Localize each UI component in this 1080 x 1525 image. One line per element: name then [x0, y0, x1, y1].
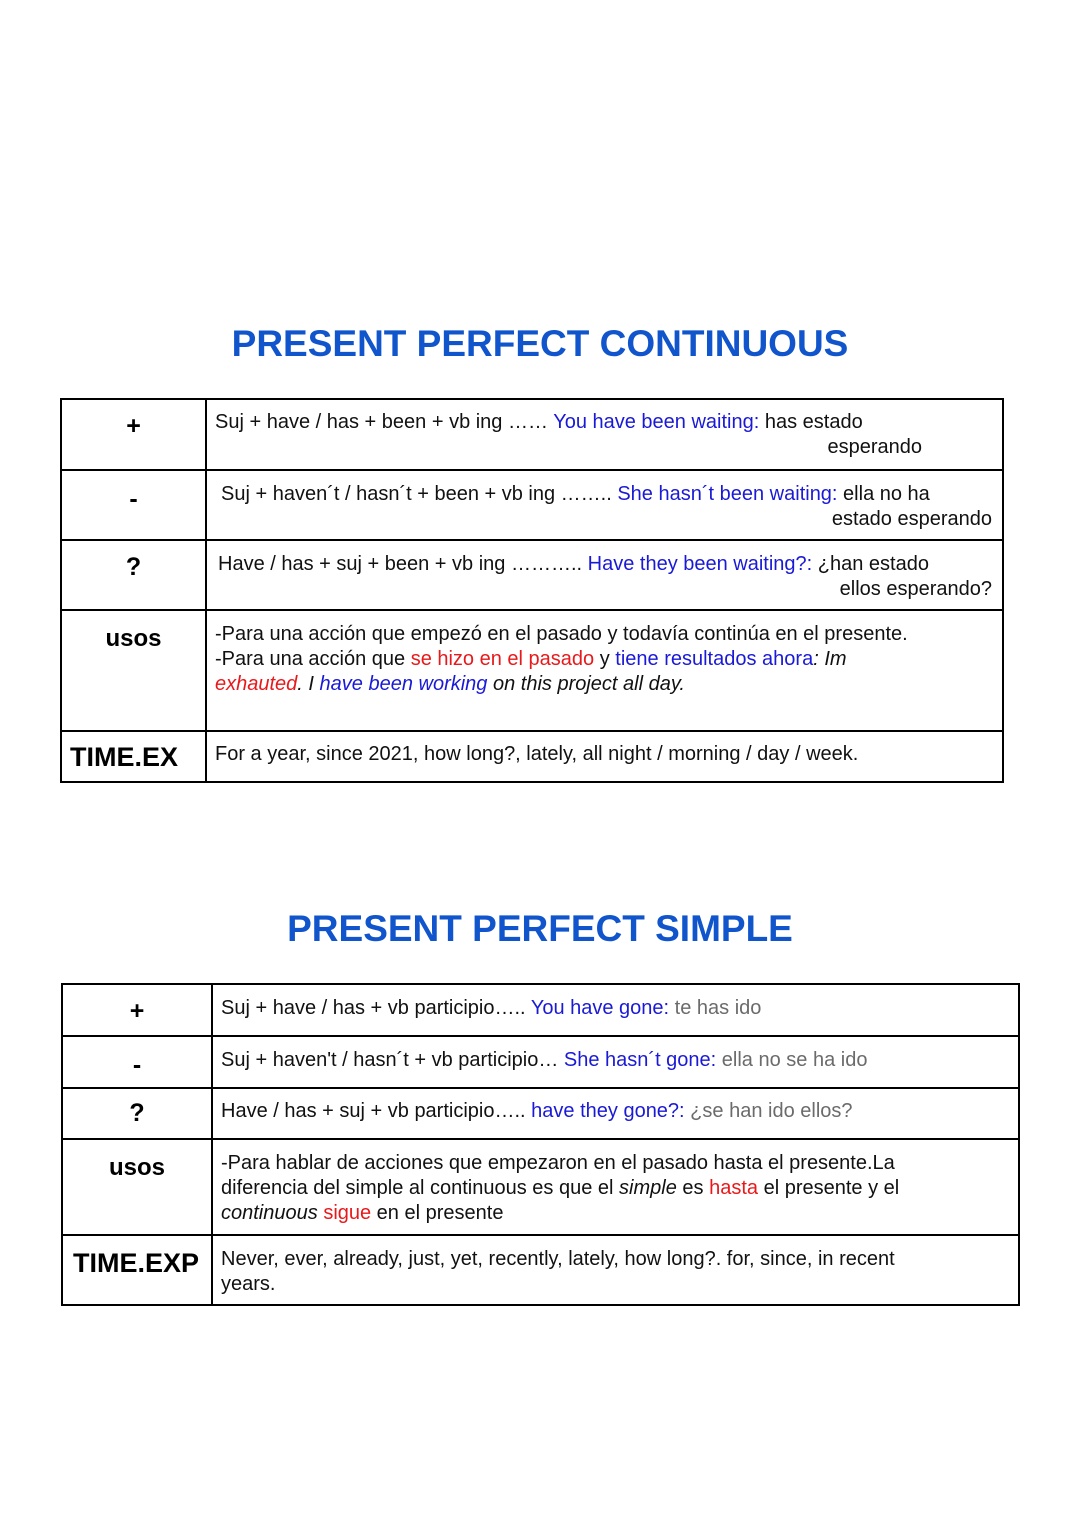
- table-row: [61, 731, 1003, 782]
- blue-text: tiene resultados ahora: [615, 648, 814, 670]
- example: You have gone:: [530, 997, 670, 1019]
- negative-content: [206, 470, 1003, 540]
- negative-content: [212, 1036, 1019, 1088]
- question-line: [218, 552, 992, 577]
- formula: Suj + have / has + been + vb ing ……: [215, 411, 554, 433]
- affirmative-symbol: +: [129, 997, 145, 1025]
- translation-continued: esperando: [827, 436, 922, 458]
- negative-symbol: -: [132, 1051, 142, 1079]
- question-symbol: ?: [129, 1099, 145, 1127]
- time-content: [212, 1235, 1019, 1305]
- table-row: [62, 1088, 1019, 1139]
- text: -Para una acción que: [215, 648, 411, 670]
- table-row: [62, 1235, 1019, 1305]
- table-row: [62, 1139, 1019, 1235]
- table-row: [61, 610, 1003, 731]
- usos-line-2: [215, 647, 992, 672]
- usos-label: usos: [108, 1154, 165, 1181]
- text: . I: [297, 673, 320, 695]
- time-expressions-line-1: Never, ever, already, just, yet, recently, lately, how long?. for, since, in recent: [221, 1248, 895, 1270]
- time-expressions: For a year, since 2021, how long?, lately, all night / morning / day / week.: [215, 743, 859, 765]
- affirmative-content: [206, 399, 1003, 470]
- translation: ella no ha: [837, 483, 930, 505]
- usos-content: [206, 610, 1003, 731]
- red-text: hasta: [709, 1177, 759, 1199]
- continuous-table: [60, 398, 1004, 783]
- usos-content: [212, 1139, 1019, 1235]
- row-label-affirmative: [62, 984, 212, 1036]
- red-text: se hizo en el pasado: [410, 648, 595, 670]
- negative-symbol: -: [129, 485, 138, 513]
- question-symbol: ?: [125, 553, 142, 581]
- question-content: [206, 540, 1003, 610]
- text: diferencia del simple al continuous es que el: [221, 1177, 620, 1199]
- table-row: [61, 399, 1003, 470]
- example: Have they been waiting?:: [587, 553, 813, 575]
- usos-label: usos: [105, 625, 162, 652]
- usos-line-1: -Para hablar de acciones que empezaron en el pasado hasta el presente.La: [221, 1152, 895, 1174]
- translation-continued: estado esperando: [831, 508, 992, 530]
- row-label-time: [61, 731, 206, 782]
- formula: Suj + have / has + vb participio…..: [221, 997, 531, 1019]
- row-label-affirmative: [61, 399, 206, 470]
- table-row: [61, 470, 1003, 540]
- translation: ¿se han ido ellos?: [684, 1100, 853, 1122]
- translation: te has ido: [669, 997, 762, 1019]
- usos-line-3: [221, 1201, 1008, 1226]
- translation: ¿han estado: [812, 553, 929, 575]
- section-title-continuous: PRESENT PERFECT CONTINUOUS: [231, 323, 849, 364]
- row-label-question: [61, 540, 206, 610]
- time-expressions-line-2: years.: [221, 1273, 276, 1295]
- simple-table: [61, 983, 1020, 1306]
- text: on this project all day.: [487, 673, 685, 695]
- text: el presente y el: [758, 1177, 900, 1199]
- section-title-simple: PRESENT PERFECT SIMPLE: [287, 908, 793, 949]
- usos-line-2: [221, 1176, 1008, 1201]
- example: You have been waiting:: [553, 411, 760, 433]
- formula: Suj + haven´t / hasn´t + been + vb ing ……..: [221, 483, 618, 505]
- question-content: [212, 1088, 1019, 1139]
- time-label: TIME.EXP: [73, 1248, 200, 1278]
- table-row: [61, 540, 1003, 610]
- red-text: exhauted: [215, 673, 298, 695]
- usos-line-3: [215, 672, 992, 697]
- example: She hasn´t gone:: [563, 1049, 717, 1071]
- row-label-negative: [61, 470, 206, 540]
- italic-text: continuous: [221, 1202, 318, 1224]
- row-label-usos: [61, 610, 206, 731]
- blue-text: have been working: [319, 673, 488, 695]
- affirmative-content: [212, 984, 1019, 1036]
- italic-text: : Im: [813, 648, 847, 670]
- text: es: [676, 1177, 710, 1199]
- table-row: [62, 1036, 1019, 1088]
- row-label-question: [62, 1088, 212, 1139]
- usos-line-1: -Para una acción que empezó en el pasado y todavía continúa en el presente.: [215, 623, 908, 645]
- example: She hasn´t been waiting:: [617, 483, 838, 505]
- red-text: sigue: [323, 1202, 372, 1224]
- affirmative-line: [215, 410, 922, 435]
- translation: ella no se ha ido: [716, 1049, 868, 1071]
- translation-continued: ellos esperando?: [839, 578, 992, 600]
- example: have they gone?:: [531, 1100, 685, 1122]
- affirmative-symbol: +: [126, 412, 141, 440]
- italic-text: simple: [619, 1177, 677, 1199]
- row-label-time: [62, 1235, 212, 1305]
- formula: Have / has + suj + been + vb ing ………..: [218, 553, 588, 575]
- table-row: [62, 984, 1019, 1036]
- text: en el presente: [371, 1202, 504, 1224]
- time-content: [206, 731, 1003, 782]
- time-label: TIME.EX: [70, 742, 179, 772]
- formula: Have / has + suj + vb participio…..: [221, 1100, 532, 1122]
- formula: Suj + haven't / hasn´t + vb participio…: [221, 1049, 564, 1071]
- translation: has estado: [759, 411, 863, 433]
- row-label-usos: [62, 1139, 212, 1235]
- row-label-negative: [62, 1036, 212, 1088]
- text: y: [594, 648, 616, 670]
- negative-line: [221, 482, 992, 507]
